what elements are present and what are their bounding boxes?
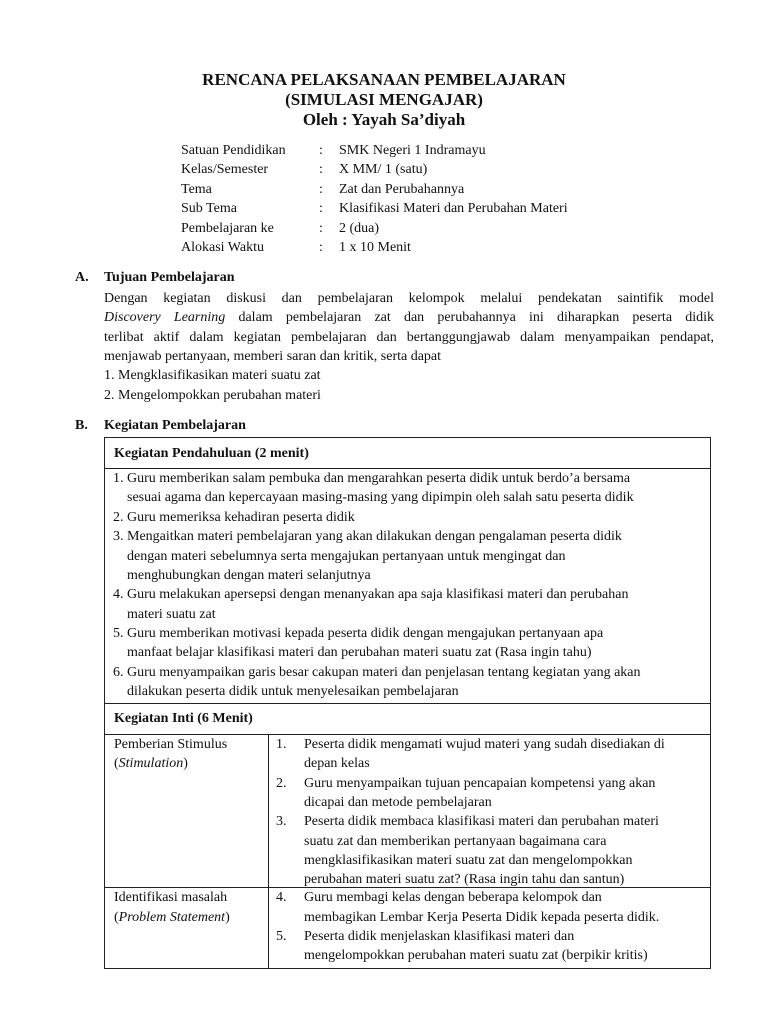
- list-item: [113, 469, 630, 488]
- info-label: Sub Tema: [181, 201, 237, 217]
- info-colon: :: [319, 162, 323, 178]
- section-b-title: Kegiatan Pembelajaran: [104, 418, 246, 433]
- list-item-continuation: dicapai dan metode pembelajaran: [304, 795, 492, 810]
- info-row: [181, 219, 568, 238]
- info-row: [181, 160, 568, 179]
- paragraph-text: dalam pembelajaran zat dan perubahannya ini diharapkan peserta didik: [225, 310, 714, 326]
- item-number: 1.: [113, 471, 124, 486]
- list-item-continuation: depan kelas: [304, 756, 370, 771]
- identity-block: [181, 141, 568, 257]
- list-item-text: Peserta didik mengamati wujud materi yang sudah disediakan di: [304, 737, 665, 752]
- info-label: Tema: [181, 181, 212, 197]
- list-item-text: Guru membagi kelas dengan beberapa kelompok dan: [304, 890, 602, 905]
- info-label: Alokasi Waktu: [181, 239, 264, 255]
- list-item-number: 5.: [276, 929, 287, 944]
- document-subtitle: (SIMULASI MENGAJAR): [285, 90, 483, 109]
- item-text: Guru menyampaikan garis besar cakupan materi dan penjelasan tentang kegiatan yang akan: [127, 665, 641, 680]
- list-item-text: Peserta didik membaca klasifikasi materi dan perubahan materi: [304, 814, 659, 829]
- list-item-continuation: materi suatu zat: [127, 607, 216, 622]
- activities-table: [104, 437, 711, 969]
- goal-item: 2. Mengelompokkan perubahan materi: [104, 388, 321, 403]
- info-value: X MM/ 1 (satu): [339, 162, 428, 178]
- list-item-continuation: membagikan Lembar Kerja Peserta Didik kepada peserta didik.: [304, 910, 660, 925]
- list-item-text: Guru menyampaikan tujuan pencapaian kompetensi yang akan: [304, 776, 656, 791]
- item-text: Guru memberikan motivasi kepada peserta didik dengan mengajukan pertanyaan apa: [127, 626, 604, 641]
- row-label-problem: Identifikasi masalah: [114, 890, 228, 905]
- list-item: [113, 624, 603, 643]
- row-label-problem-english: (Problem Statement): [114, 910, 230, 925]
- item-text: Mengaitkan materi pembelajaran yang akan dilakukan dengan pengalaman peserta didik: [127, 529, 622, 544]
- item-number: 4.: [113, 587, 124, 602]
- info-value: Klasifikasi Materi dan Perubahan Materi: [339, 201, 568, 217]
- table-divider: [105, 703, 710, 704]
- table-column-divider: [268, 734, 269, 969]
- list-item-continuation: mengklasifikasikan materi suatu zat dan mengelompokkan: [304, 853, 633, 868]
- row-label-stimulus-english: (Stimulation): [114, 756, 188, 771]
- list-item-number: 2.: [276, 776, 287, 791]
- info-colon: :: [319, 239, 323, 255]
- section-a-paragraph: [104, 289, 714, 367]
- list-item: [113, 527, 622, 546]
- info-row: [181, 141, 568, 160]
- info-colon: :: [319, 201, 323, 217]
- info-value: SMK Negeri 1 Indramayu: [339, 143, 486, 158]
- list-item-number: 1.: [276, 737, 287, 752]
- info-label: Pembelajaran ke: [181, 220, 274, 236]
- section-a-letter: A.: [75, 270, 89, 285]
- info-row: [181, 199, 568, 218]
- list-item-continuation: manfaat belajar klasifikasi materi dan perubahan materi suatu zat (Rasa ingin tahu): [127, 645, 592, 660]
- goal-item: 1. Mengklasifikasikan materi suatu zat: [104, 368, 321, 383]
- info-label: Satuan Pendidikan: [181, 143, 286, 158]
- row-label-stimulus: Pemberian Stimulus: [114, 737, 228, 752]
- problem-term: Problem Statement: [118, 910, 226, 925]
- paragraph-line: terlibat aktif dalam kegiatan pembelajaran dan bertanggungjawab dalam menyampaikan pendapat,: [104, 329, 714, 345]
- paragraph-line: menjawab pertanyaan, memberi saran dan kritik, serta dapat: [104, 349, 442, 365]
- item-text: Guru memeriksa kehadiran peserta didik: [127, 510, 355, 525]
- list-item-continuation: perubahan materi suatu zat? (Rasa ingin tahu dan santun): [304, 872, 625, 887]
- list-item-continuation: sesuai agama dan kepercayaan masing-masing yang dipimpin oleh salah satu peserta didik: [127, 490, 634, 505]
- info-colon: :: [319, 220, 323, 236]
- list-item-continuation: suatu zat dan memberikan pertanyaan bagaimana cara: [304, 834, 607, 849]
- list-item-continuation: mengelompokkan perubahan materi suatu zat (berpikir kritis): [304, 948, 648, 963]
- list-item: [113, 663, 641, 682]
- item-number: 3.: [113, 529, 124, 544]
- section-a-title: Tujuan Pembelajaran: [104, 270, 235, 285]
- document-author: Oleh : Yayah Sa’diyah: [302, 110, 466, 129]
- list-item-number: 3.: [276, 814, 287, 829]
- info-colon: :: [319, 143, 323, 158]
- section-b-letter: B.: [75, 418, 88, 433]
- list-item-continuation: menghubungkan dengan materi selanjutnya: [127, 568, 371, 583]
- info-label: Kelas/Semester: [181, 162, 269, 178]
- pendahuluan-heading: Kegiatan Pendahuluan (2 menit): [114, 446, 309, 461]
- item-text: Guru memberikan salam pembuka dan mengarahkan peserta didik untuk berdo’a bersama: [127, 471, 631, 486]
- list-item-text: Peserta didik menjelaskan klasifikasi materi dan: [304, 929, 575, 944]
- list-item: [113, 585, 628, 604]
- list-item: [113, 508, 355, 527]
- info-colon: :: [319, 181, 323, 197]
- list-item-continuation: dilakukan peserta didik untuk menyelesaikan pembelajaran: [127, 684, 459, 699]
- info-row: [181, 180, 568, 199]
- list-item-number: 4.: [276, 890, 287, 905]
- item-number: 5.: [113, 626, 124, 641]
- info-value: 1 x 10 Menit: [339, 239, 411, 255]
- item-number: 6.: [113, 665, 124, 680]
- document-title: RENCANA PELAKSANAAN PEMBELAJARAN: [202, 70, 566, 89]
- item-number: 2.: [113, 510, 124, 525]
- info-value: 2 (dua): [339, 220, 380, 236]
- method-name: Discovery Learning: [104, 310, 226, 326]
- info-value: Zat dan Perubahannya: [339, 181, 465, 197]
- info-row: [181, 238, 568, 257]
- inti-heading: Kegiatan Inti (6 Menit): [114, 711, 253, 726]
- item-text: Guru melakukan apersepsi dengan menanyakan apa saja klasifikasi materi dan perubahan: [127, 587, 629, 602]
- list-item-continuation: dengan materi sebelumnya serta mengajukan pertanyaan untuk mengingat dan: [127, 549, 566, 564]
- paragraph-line: Dengan kegiatan diskusi dan pembelajaran kelompok melalui pendekatan saintifik model: [104, 291, 714, 306]
- paragraph-line: [104, 308, 714, 327]
- stimulus-term: Stimulation: [118, 756, 184, 771]
